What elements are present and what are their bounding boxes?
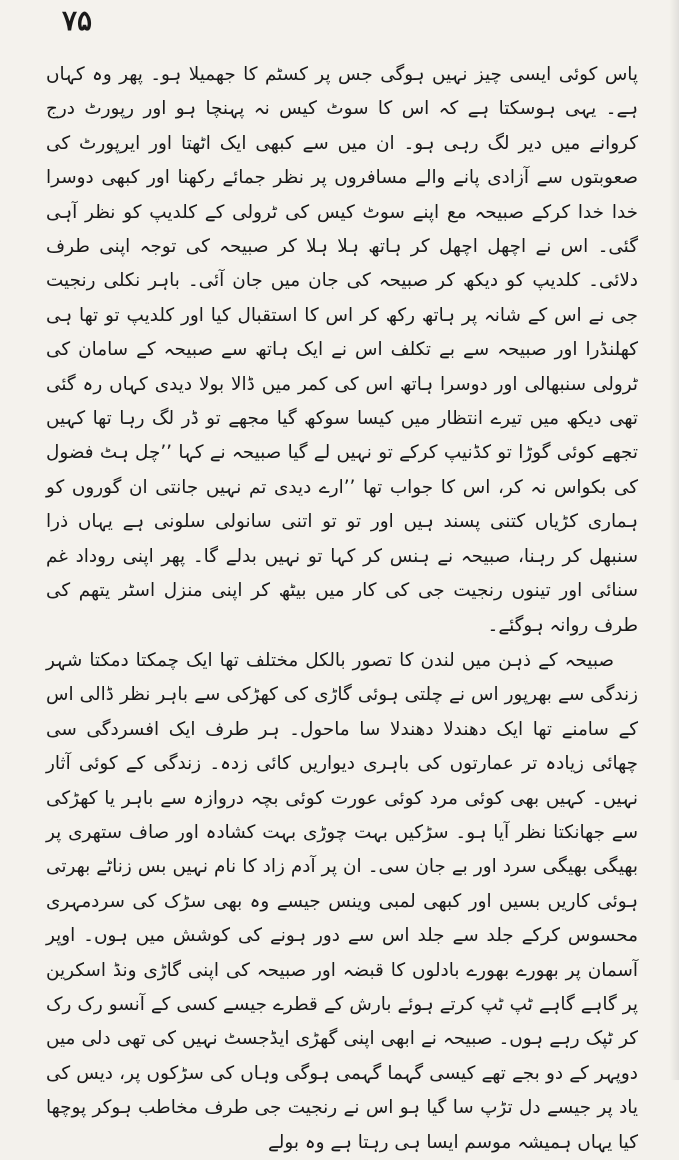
body-text (46, 58, 638, 1160)
page-edge-shadow (669, 0, 679, 1080)
paragraph-1: پاس کوئی ایسی چیز نہیں ہوگی جس پر کسٹم کا جھمیلا ہو۔ پھر وہ کہاں ہے۔ یہی ہوسکتا ہے کہ اس کا سوٹ کیس نہ پہنچا ہو اور رپورٹ درج کروانے میں دیر لگ رہی ہو۔ ان میں سے کبھی ایک اٹھتا اور ایرپورٹ کی صعوبتوں سے آزادی پانے والے مسافروں پر نظر جمائے رکھنا اور کبھی دوسرا خدا خدا کرکے صبیحہ مع اپنے سوٹ کیس کی ٹرولی کے کلدیپ کو نظر آہی گئی۔ اس نے اچھل اچھل کر ہاتھ ہلا ہلا کر صبیحہ کی توجہ اپنی طرف دلائی۔ کلدیپ کو دیکھ کر صبیحہ کی جان میں جان آئی۔ باہر نکلی رنجیت جی نے اس کے شانہ پر ہاتھ رکھ کر اس کا استقبال کیا اور کلدیپ تو تھا ہی کھلنڈرا اور صبیحہ سے بے تکلف اس نے ایک ہاتھ سے صبیحہ کے سامان کی ٹرولی سنبھالی اور دوسرا ہاتھ اس کی کمر میں ڈالا بولا دیدی کہاں رہ گئی تھی دیکھ میں تیرے انتظار میں کیسا سوکھ گیا مجھے تو ڈر لگ رہا تھا کہیں تجھے کوئی گوڑا تو کڈنیپ کرکے تو نہیں لے گیا صبیحہ نے کہا ’’چل ہٹ فضول کی بکواس نہ کر، اس کا جواب تھا ’’ارے دیدی تم نہیں جانتی ان گوروں کو ہماری کڑیاں کتنی پسند ہیں اور تو تو اتنی سانولی سلونی ہے یہاں ذرا سنبھل کر رہنا، صبیحہ نے ہنس کر کہا تو نہیں بدلے گا۔ پھر اپنی روداد غم سنائی اور تینوں رنجیت جی کی کار میں بیٹھ کر اپنی منزل اسٹر یتھم کی طرف روانہ ہوگئے۔ (46, 64, 638, 636)
page-number: ۷۵ (62, 4, 93, 37)
paragraph-2: صبیحہ کے ذہن میں لندن کا تصور بالکل مختلف تھا ایک چمکتا دمکتا شہر زندگی سے بھرپور اس نے چلتی ہوئی گاڑی کی کھڑکی سے باہر نظر ڈالی اس کے سامنے تھا ایک دھندلا دھندلا سا ماحول۔ ہر طرف ایک افسردگی سی چھائی زیادہ تر عمارتوں کی باہری دیواریں کائی زدہ۔ زندگی کے کوئی آثار نہیں۔ کہیں بھی کوئی مرد کوئی عورت کوئی بچہ دروازہ سے باہر یا کھڑکی سے جھانکتا نظر آیا ہو۔ سڑکیں بہت چوڑی بہت کشادہ اور صاف ستھری پر بھیگی بھیگی سرد اور بے جان سی۔ ان پر آدم زاد کا نام نہیں بس زناٹے بھرتی ہوئی کاریں بسیں اور کبھی لمبی وینس جیسے وہ بھی سڑک کی سردمہری محسوس کرکے جلد سے جلد اس سے دور ہونے کی کوشش میں ہوں۔ اوپر آسمان پر بھورے بھورے بادلوں کا قبضہ اور صبیحہ کی اپنی گاڑی ونڈ اسکرین پر گاہے گاہے ٹپ ٹپ کرتے ہوئے بارش کے قطرے جیسے کسی کے آنسو رک رک کر ٹپک رہے ہوں۔ صبیحہ نے ابھی اپنی گھڑی ایڈجسٹ نہیں کی تھی دلی میں دوپہر کے دو بجے تھے کیسی گہما گہمی ہوگی وہاں کی سڑکوں پر، دیس کی یاد پر جیسے دل تڑپ سا گیا ہو اس نے رنجیت جی طرف مخاطب ہوکر پوچھا کیا یہاں ہمیشہ موسم ایسا ہی رہتا ہے وہ بولے (46, 649, 638, 1153)
